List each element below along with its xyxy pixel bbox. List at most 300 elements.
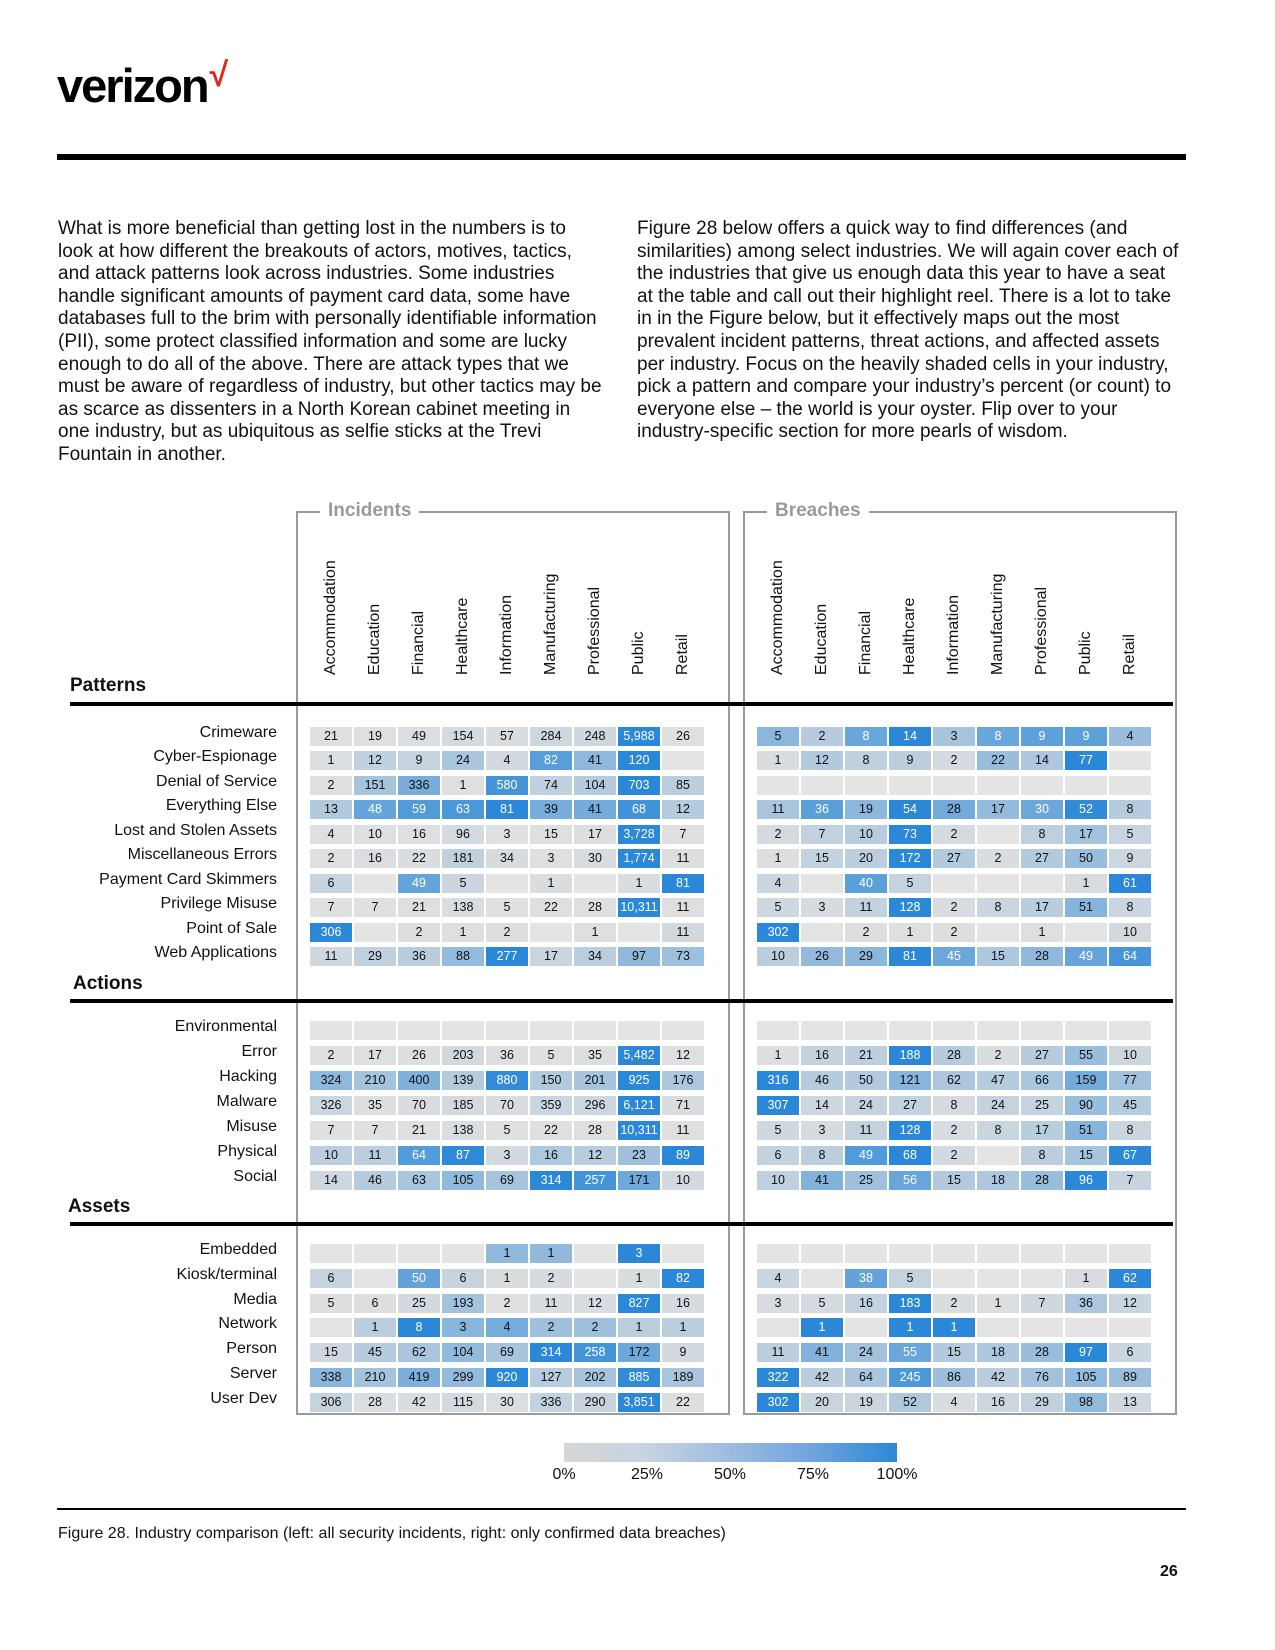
incidents-cell: 16 [398, 825, 440, 844]
breaches-cell [1109, 776, 1151, 795]
breaches-cell: 28 [933, 1046, 975, 1065]
incidents-cell: 17 [530, 947, 572, 966]
breaches-cell: 18 [977, 1343, 1019, 1362]
incidents-cell: 74 [530, 776, 572, 795]
incidents-cell: 49 [398, 874, 440, 893]
section-title-actions: Actions [73, 973, 143, 994]
incidents-cell: 2 [530, 1318, 572, 1337]
incidents-cell: 7 [354, 898, 396, 917]
incidents-cell: 88 [442, 947, 484, 966]
incidents-cell [354, 1269, 396, 1288]
breaches-cell: 15 [933, 1343, 975, 1362]
incidents-cell: 105 [442, 1171, 484, 1190]
incidents-cell: 16 [354, 849, 396, 868]
breaches-cell: 1 [757, 1046, 799, 1065]
breaches-cell: 1 [1065, 1269, 1107, 1288]
incidents-cell: 85 [662, 776, 704, 795]
incidents-cell: 314 [530, 1343, 572, 1362]
breaches-cell: 16 [801, 1046, 843, 1065]
breaches-cell: 21 [845, 1046, 887, 1065]
incidents-cell: 15 [310, 1343, 352, 1362]
incidents-cell: 26 [662, 727, 704, 746]
breaches-cell [1109, 1244, 1151, 1263]
breaches-cell: 15 [977, 947, 1019, 966]
incidents-cell: 2 [486, 923, 528, 942]
breaches-cell [801, 923, 843, 942]
incidents-cell: 172 [618, 1343, 660, 1362]
incidents-cell: 120 [618, 751, 660, 770]
breaches-cell: 9 [1021, 727, 1063, 746]
row-label-hacking: Hacking [219, 1068, 277, 1085]
breaches-cell: 20 [801, 1393, 843, 1412]
breaches-cell: 15 [801, 849, 843, 868]
incidents-cell [310, 1244, 352, 1263]
breaches-cell: 6 [757, 1146, 799, 1165]
breaches-cell: 55 [889, 1343, 931, 1362]
incidents-cell: 17 [574, 825, 616, 844]
incidents-cell [354, 923, 396, 942]
breaches-cell: 24 [845, 1096, 887, 1115]
breaches-cell [757, 1318, 799, 1337]
incidents-cell: 5 [310, 1294, 352, 1313]
breaches-cell [977, 1021, 1019, 1040]
incidents-cell: 827 [618, 1294, 660, 1313]
breaches-cell: 4 [933, 1393, 975, 1412]
incidents-cell: 50 [398, 1269, 440, 1288]
incidents-cell: 4 [486, 1318, 528, 1337]
incidents-cell: 23 [618, 1146, 660, 1165]
incidents-cell: 12 [662, 800, 704, 819]
breaches-cell [1109, 1318, 1151, 1337]
breaches-cell: 8 [845, 751, 887, 770]
incidents-cell: 193 [442, 1294, 484, 1313]
row-label-payment-card-skimmers: Payment Card Skimmers [99, 871, 277, 888]
incidents-cell: 11 [662, 849, 704, 868]
incidents-cell: 16 [662, 1294, 704, 1313]
row-label-denial-of-service: Denial of Service [156, 773, 277, 790]
breaches-cell: 2 [933, 825, 975, 844]
breaches-cell: 11 [845, 1121, 887, 1140]
column-header-financial: Financial [857, 610, 874, 675]
incidents-cell: 104 [574, 776, 616, 795]
breaches-cell: 67 [1109, 1146, 1151, 1165]
breaches-cell: 14 [801, 1096, 843, 1115]
incidents-cell [442, 1244, 484, 1263]
breaches-cell: 2 [845, 923, 887, 942]
breaches-cell: 56 [889, 1171, 931, 1190]
page-number: 26 [1160, 1563, 1178, 1580]
breaches-cell: 1 [1065, 874, 1107, 893]
incidents-cell: 314 [530, 1171, 572, 1190]
column-header-information: Information [498, 594, 515, 675]
breaches-cell: 46 [801, 1071, 843, 1090]
breaches-cell [1021, 1269, 1063, 1288]
breaches-cell: 62 [933, 1071, 975, 1090]
legend-label: 0% [552, 1466, 576, 1483]
incidents-cell: 359 [530, 1096, 572, 1115]
breaches-cell [977, 1244, 1019, 1263]
breaches-cell [977, 1318, 1019, 1337]
row-label-kiosk-terminal: Kiosk/terminal [176, 1266, 277, 1283]
breaches-cell [801, 1021, 843, 1040]
breaches-cell [977, 923, 1019, 942]
breaches-cell: 322 [757, 1368, 799, 1387]
breaches-cell: 19 [845, 1393, 887, 1412]
incidents-cell: 1 [618, 1318, 660, 1337]
breaches-cell: 36 [1065, 1294, 1107, 1313]
verizon-check-icon: √ [209, 56, 227, 94]
breaches-cell: 172 [889, 849, 931, 868]
breaches-cell [757, 1244, 799, 1263]
incidents-cell [574, 1269, 616, 1288]
incidents-cell: 3,851 [618, 1393, 660, 1412]
column-header-education: Education [813, 603, 830, 675]
incidents-cell: 35 [574, 1046, 616, 1065]
row-label-social: Social [233, 1168, 277, 1185]
breaches-cell: 42 [977, 1368, 1019, 1387]
incidents-cell: 19 [354, 727, 396, 746]
row-label-physical: Physical [217, 1143, 277, 1160]
breaches-cell: 8 [845, 727, 887, 746]
incidents-cell [662, 1244, 704, 1263]
incidents-cell: 10 [354, 825, 396, 844]
breaches-cell [1065, 776, 1107, 795]
incidents-cell: 257 [574, 1171, 616, 1190]
breaches-cell: 3 [801, 1121, 843, 1140]
breaches-cell: 17 [1065, 825, 1107, 844]
breaches-cell: 9 [1109, 849, 1151, 868]
incidents-cell: 189 [662, 1368, 704, 1387]
breaches-cell [977, 825, 1019, 844]
section-rule-patterns [70, 702, 1173, 706]
breaches-cell: 52 [1065, 800, 1107, 819]
incidents-cell: 5 [486, 898, 528, 917]
incidents-cell: 258 [574, 1343, 616, 1362]
incidents-cell: 10,311 [618, 898, 660, 917]
incidents-cell: 25 [398, 1294, 440, 1313]
breaches-cell: 62 [1109, 1269, 1151, 1288]
incidents-cell [310, 1021, 352, 1040]
incidents-cell [574, 1244, 616, 1263]
breaches-cell: 55 [1065, 1046, 1107, 1065]
incidents-cell: 1 [662, 1318, 704, 1337]
incidents-cell [354, 874, 396, 893]
incidents-cell: 1 [618, 874, 660, 893]
incidents-cell: 5 [486, 1121, 528, 1140]
breaches-cell: 105 [1065, 1368, 1107, 1387]
incidents-cell: 138 [442, 898, 484, 917]
incidents-cell [662, 1021, 704, 1040]
intro-left-column [58, 218, 603, 467]
breaches-cell [933, 1269, 975, 1288]
intro-left-paragraph: What is more beneficial than getting lost in the numbers is to look at how different the breakouts of actors, motives, tactics, and attack patterns look across industries. Some industries handle significant amounts of payment card data, some have databases full to the brim with personally identifiable information (PII), some protect classified information and some are lucky enough to do all of the above. There are attack types that we must be aware of regardless of industry, but other tactics may be as scarce as dissenters in a North Korean cabinet meeting in one industry, but as ubiquitous as selfie sticks at the Trevi Fountain in another. [58, 218, 602, 465]
incidents-cell [354, 1244, 396, 1263]
breaches-cell [845, 776, 887, 795]
incidents-cell: 419 [398, 1368, 440, 1387]
breaches-cell [801, 1244, 843, 1263]
incidents-cell [574, 874, 616, 893]
breaches-cell: 49 [845, 1146, 887, 1165]
breaches-cell [977, 1146, 1019, 1165]
incidents-cell: 30 [574, 849, 616, 868]
incidents-cell: 81 [486, 800, 528, 819]
incidents-cell: 306 [310, 1393, 352, 1412]
incidents-cell: 59 [398, 800, 440, 819]
column-header-manufacturing: Manufacturing [542, 573, 559, 675]
incidents-cell: 12 [574, 1146, 616, 1165]
column-header-financial: Financial [410, 610, 427, 675]
breaches-cell: 20 [845, 849, 887, 868]
breaches-cell: 41 [801, 1171, 843, 1190]
incidents-cell: 3 [486, 1146, 528, 1165]
breaches-cell [933, 776, 975, 795]
incidents-cell: 42 [398, 1393, 440, 1412]
breaches-cell: 47 [977, 1071, 1019, 1090]
incidents-cell: 400 [398, 1071, 440, 1090]
breaches-cell: 2 [933, 1146, 975, 1165]
column-header-professional: Professional [1033, 586, 1050, 675]
footer-rule [57, 1508, 1186, 1510]
incidents-cell [398, 1244, 440, 1263]
breaches-cell: 28 [1021, 1171, 1063, 1190]
incidents-cell: 154 [442, 727, 484, 746]
breaches-group-title: Breaches [767, 501, 869, 521]
breaches-cell: 11 [845, 898, 887, 917]
incidents-cell: 277 [486, 947, 528, 966]
incidents-cell: 12 [662, 1046, 704, 1065]
incidents-cell: 73 [662, 947, 704, 966]
incidents-cell: 104 [442, 1343, 484, 1362]
breaches-cell: 73 [889, 825, 931, 844]
breaches-cell [1065, 1021, 1107, 1040]
breaches-cell: 2 [977, 849, 1019, 868]
section-title-patterns: Patterns [70, 675, 147, 696]
breaches-cell: 10 [1109, 1046, 1151, 1065]
breaches-cell: 2 [977, 1046, 1019, 1065]
incidents-cell: 14 [310, 1171, 352, 1190]
breaches-cell [1109, 751, 1151, 770]
breaches-cell [801, 776, 843, 795]
legend-label: 25% [630, 1466, 664, 1483]
incidents-cell: 151 [354, 776, 396, 795]
incidents-cell: 2 [530, 1269, 572, 1288]
incidents-cell: 1 [486, 1244, 528, 1263]
breaches-cell [889, 1021, 931, 1040]
column-header-healthcare: Healthcare [454, 597, 471, 675]
incidents-cell: 71 [662, 1096, 704, 1115]
breaches-cell: 5 [757, 1121, 799, 1140]
incidents-cell: 21 [310, 727, 352, 746]
breaches-cell [1021, 776, 1063, 795]
incidents-cell: 28 [574, 1121, 616, 1140]
incidents-cell: 2 [486, 1294, 528, 1313]
incidents-cell: 1 [442, 776, 484, 795]
incidents-cell: 201 [574, 1071, 616, 1090]
incidents-cell: 3 [530, 849, 572, 868]
breaches-cell: 4 [757, 1269, 799, 1288]
incidents-cell: 176 [662, 1071, 704, 1090]
breaches-cell: 27 [889, 1096, 931, 1115]
incidents-cell: 2 [310, 849, 352, 868]
breaches-cell: 1 [1021, 923, 1063, 942]
incidents-cell [354, 1021, 396, 1040]
breaches-cell: 245 [889, 1368, 931, 1387]
incidents-cell: 6 [310, 1269, 352, 1288]
breaches-cell: 17 [1021, 1121, 1063, 1140]
incidents-cell: 210 [354, 1368, 396, 1387]
incidents-cell: 46 [354, 1171, 396, 1190]
column-header-information: Information [945, 594, 962, 675]
incidents-cell: 4 [310, 825, 352, 844]
incidents-cell: 34 [486, 849, 528, 868]
breaches-cell: 29 [1021, 1393, 1063, 1412]
breaches-cell [889, 776, 931, 795]
breaches-cell: 16 [977, 1393, 1019, 1412]
breaches-cell: 8 [977, 727, 1019, 746]
breaches-cell: 76 [1021, 1368, 1063, 1387]
column-header-public: Public [1077, 631, 1094, 675]
incidents-cell: 210 [354, 1071, 396, 1090]
breaches-cell: 8 [1021, 825, 1063, 844]
incidents-cell: 6,121 [618, 1096, 660, 1115]
incidents-cell: 1 [530, 1244, 572, 1263]
incidents-cell: 324 [310, 1071, 352, 1090]
incidents-cell: 7 [354, 1121, 396, 1140]
breaches-cell: 98 [1065, 1393, 1107, 1412]
row-label-error: Error [241, 1043, 277, 1060]
breaches-cell [977, 776, 1019, 795]
incidents-cell: 70 [398, 1096, 440, 1115]
incidents-cell: 150 [530, 1071, 572, 1090]
incidents-cell: 290 [574, 1393, 616, 1412]
breaches-cell: 41 [801, 1343, 843, 1362]
row-label-embedded: Embedded [199, 1241, 277, 1258]
breaches-cell: 8 [801, 1146, 843, 1165]
breaches-cell: 24 [845, 1343, 887, 1362]
breaches-cell: 68 [889, 1146, 931, 1165]
incidents-cell: 87 [442, 1146, 484, 1165]
row-label-user-dev: User Dev [210, 1390, 277, 1407]
incidents-cell: 70 [486, 1096, 528, 1115]
incidents-cell: 36 [486, 1046, 528, 1065]
breaches-cell: 2 [933, 923, 975, 942]
breaches-cell: 128 [889, 1121, 931, 1140]
incidents-cell: 82 [662, 1269, 704, 1288]
breaches-cell [1065, 1244, 1107, 1263]
breaches-cell [845, 1318, 887, 1337]
header-rule [57, 154, 1186, 160]
incidents-cell: 580 [486, 776, 528, 795]
incidents-cell: 248 [574, 727, 616, 746]
breaches-cell [889, 1244, 931, 1263]
incidents-cell: 36 [398, 947, 440, 966]
breaches-cell: 42 [801, 1368, 843, 1387]
breaches-cell: 5 [757, 727, 799, 746]
row-label-cyber-espionage: Cyber-Espionage [153, 748, 277, 765]
incidents-cell: 29 [354, 947, 396, 966]
breaches-cell: 9 [889, 751, 931, 770]
breaches-cell: 96 [1065, 1171, 1107, 1190]
breaches-cell: 11 [757, 800, 799, 819]
legend-label: 75% [796, 1466, 830, 1483]
breaches-cell: 3 [757, 1294, 799, 1313]
breaches-cell [1065, 1318, 1107, 1337]
breaches-cell: 14 [889, 727, 931, 746]
incidents-cell: 185 [442, 1096, 484, 1115]
breaches-cell: 8 [1021, 1146, 1063, 1165]
incidents-cell: 3,728 [618, 825, 660, 844]
incidents-cell: 22 [662, 1393, 704, 1412]
incidents-cell: 49 [398, 727, 440, 746]
column-header-education: Education [366, 603, 383, 675]
incidents-cell: 284 [530, 727, 572, 746]
incidents-cell: 26 [398, 1046, 440, 1065]
breaches-cell: 188 [889, 1046, 931, 1065]
incidents-cell [618, 1021, 660, 1040]
incidents-cell: 12 [354, 751, 396, 770]
incidents-cell: 6 [310, 874, 352, 893]
incidents-cell: 69 [486, 1171, 528, 1190]
incidents-cell: 1 [442, 923, 484, 942]
breaches-cell: 6 [1109, 1343, 1151, 1362]
incidents-cell: 6 [354, 1294, 396, 1313]
column-header-accommodation: Accommodation [769, 560, 786, 675]
breaches-cell: 8 [1109, 800, 1151, 819]
incidents-cell: 15 [530, 825, 572, 844]
breaches-cell: 2 [933, 1294, 975, 1313]
breaches-cell: 25 [845, 1171, 887, 1190]
incidents-cell [618, 923, 660, 942]
incidents-cell: 336 [530, 1393, 572, 1412]
breaches-cell: 1 [889, 923, 931, 942]
incidents-cell: 81 [662, 874, 704, 893]
incidents-cell: 24 [442, 751, 484, 770]
incidents-cell: 82 [530, 751, 572, 770]
breaches-cell [933, 1244, 975, 1263]
incidents-cell: 11 [530, 1294, 572, 1313]
incidents-cell: 299 [442, 1368, 484, 1387]
breaches-cell [1021, 1318, 1063, 1337]
breaches-cell: 2 [757, 825, 799, 844]
column-header-retail: Retail [1121, 634, 1138, 675]
incidents-cell: 1 [310, 751, 352, 770]
incidents-cell: 35 [354, 1096, 396, 1115]
breaches-cell [977, 1269, 1019, 1288]
incidents-cell: 41 [574, 751, 616, 770]
incidents-cell: 21 [398, 1121, 440, 1140]
incidents-cell: 10 [310, 1146, 352, 1165]
breaches-cell [933, 874, 975, 893]
breaches-cell: 8 [1109, 1121, 1151, 1140]
incidents-cell: 127 [530, 1368, 572, 1387]
incidents-cell: 10,311 [618, 1121, 660, 1140]
incidents-cell: 7 [310, 1121, 352, 1140]
breaches-cell: 29 [845, 947, 887, 966]
incidents-cell: 115 [442, 1393, 484, 1412]
incidents-cell: 6 [442, 1269, 484, 1288]
breaches-cell: 86 [933, 1368, 975, 1387]
breaches-cell: 302 [757, 923, 799, 942]
incidents-cell: 1 [486, 1269, 528, 1288]
breaches-cell: 5 [889, 874, 931, 893]
breaches-cell: 316 [757, 1071, 799, 1090]
breaches-cell: 52 [889, 1393, 931, 1412]
breaches-cell [1021, 1021, 1063, 1040]
breaches-cell: 27 [1021, 1046, 1063, 1065]
incidents-cell: 2 [310, 776, 352, 795]
breaches-cell: 36 [801, 800, 843, 819]
breaches-cell: 27 [933, 849, 975, 868]
